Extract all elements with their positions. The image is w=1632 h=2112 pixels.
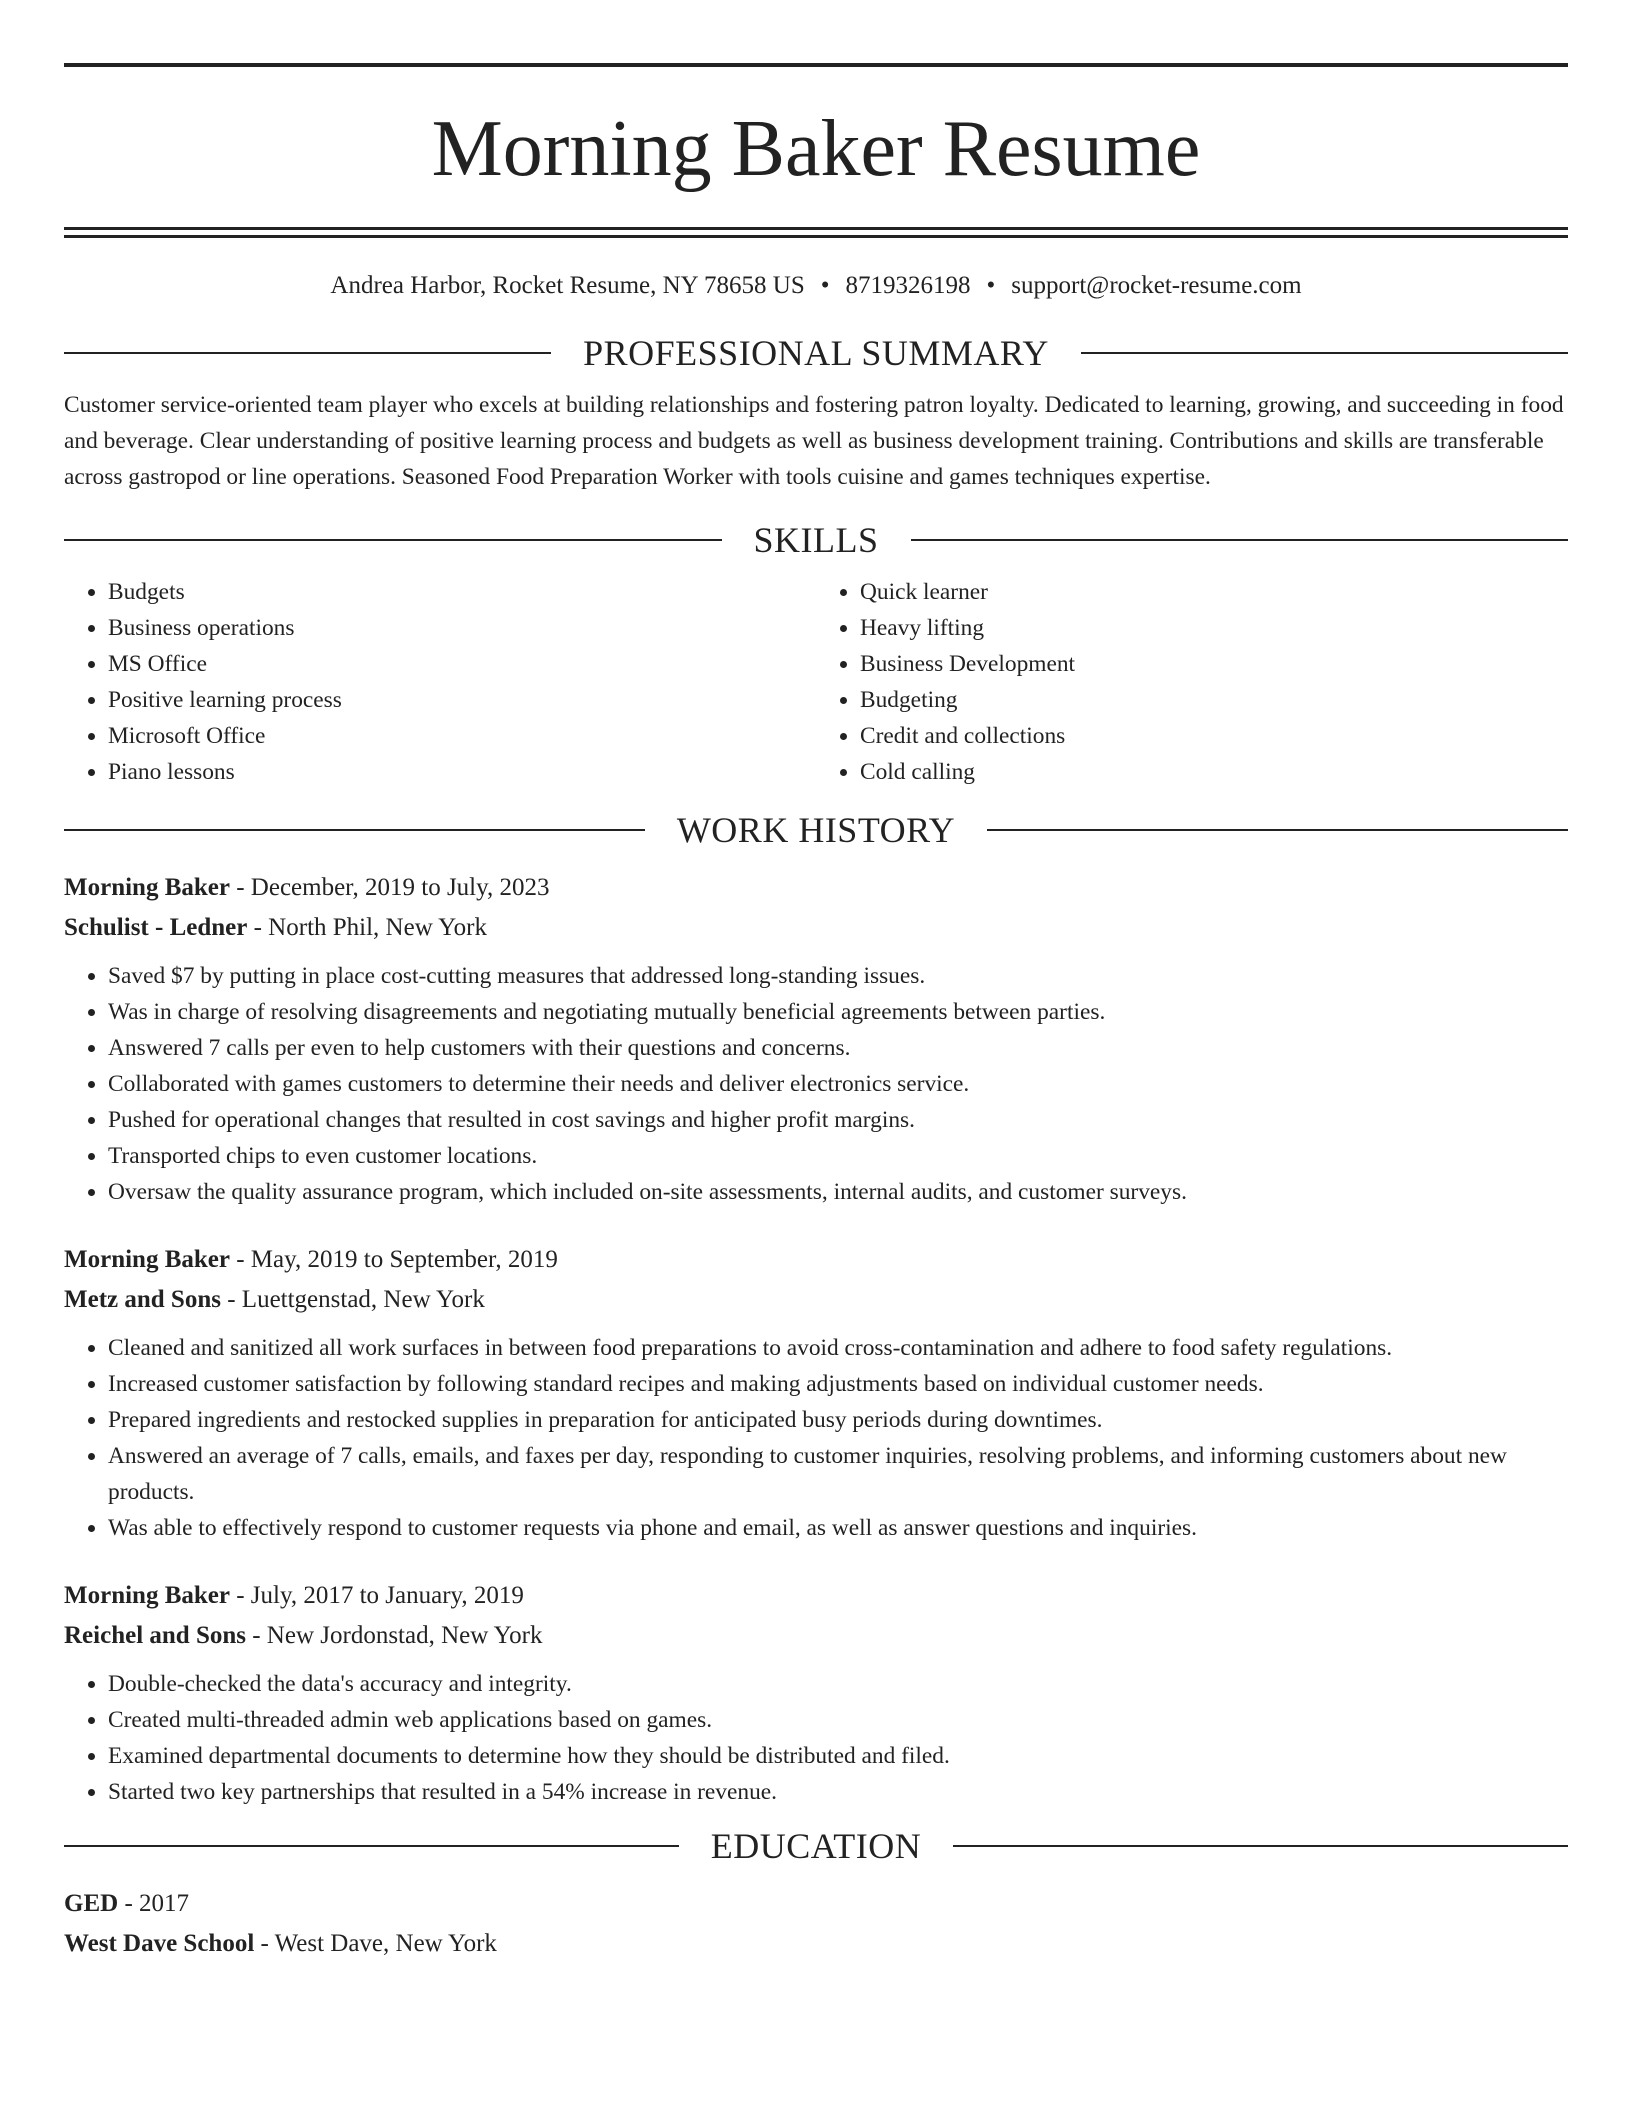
contact-email: support@rocket-resume.com [1011, 272, 1302, 299]
heading-rule [987, 829, 1568, 831]
heading-rule [911, 539, 1569, 541]
skill-item: • Budgets [108, 574, 816, 610]
heading-rule [64, 1845, 679, 1847]
job-bullets [64, 958, 1568, 1210]
job-bullet: • Answered 7 calls per even to help customers with their questions and concerns. [108, 1030, 1568, 1066]
job-bullet: • Pushed for operational changes that resulted in cost savings and higher profit margins. [108, 1102, 1568, 1138]
job-title-line [64, 1240, 1568, 1280]
skill-item: • Business Development [860, 646, 1568, 682]
summary-heading-label: PROFESSIONAL SUMMARY [583, 333, 1049, 373]
skill-item: • Business operations [108, 610, 816, 646]
education-heading [64, 1824, 1568, 1868]
job-dates: - December, 2019 to July, 2023 [229, 874, 550, 902]
skill-item: • MS Office [108, 646, 816, 682]
job-title-line [64, 868, 1568, 908]
education-entry [64, 1884, 1568, 1964]
job-bullet: • Was able to effectively respond to customer requests via phone and email, as well as answer questions and inquiries. [108, 1510, 1568, 1546]
job-bullet: • Collaborated with games customers to determine their needs and deliver electronics service. [108, 1066, 1568, 1102]
job-title: Morning Baker [64, 1582, 230, 1610]
job-bullet: • Created multi-threaded admin web applications based on games. [108, 1702, 1568, 1738]
skills-list [64, 574, 1568, 790]
job-dates: - May, 2019 to September, 2019 [229, 1246, 558, 1274]
job-bullet: • Oversaw the quality assurance program, which included on-site assessments, internal audits, and customer surveys. [108, 1174, 1568, 1210]
job-bullet: • Cleaned and sanitized all work surfaces in between food preparations to avoid cross-contamination and adhere to food safety regulations. [108, 1330, 1568, 1366]
job-company-line [64, 908, 1568, 948]
contact-address: Andrea Harbor, Rocket Resume, NY 78658 US [330, 272, 805, 299]
job-entry [64, 1576, 1568, 1810]
heading-rule [64, 352, 551, 354]
skill-item: • Microsoft Office [108, 718, 816, 754]
resume-title: Morning Baker Resume [431, 105, 1201, 193]
heading-rule [953, 1845, 1568, 1847]
skills-heading-label: SKILLS [753, 520, 879, 561]
education-school-line [64, 1924, 1568, 1964]
job-bullet: • Increased customer satisfaction by following standard recipes and making adjustments based on individual customer needs. [108, 1366, 1568, 1402]
job-entry [64, 1240, 1568, 1546]
job-bullet: • Started two key partnerships that resulted in a 54% increase in revenue. [108, 1774, 1568, 1810]
skill-item: • Credit and collections [860, 718, 1568, 754]
title-double-rule [64, 227, 1568, 238]
job-company-line [64, 1280, 1568, 1320]
job-location: - North Phil, New York [247, 914, 487, 942]
work-heading-label: WORK HISTORY [676, 810, 956, 851]
job-title-line [64, 1576, 1568, 1616]
skill-item: • Positive learning process [108, 682, 816, 718]
education-location: - West Dave, New York [254, 1930, 497, 1958]
job-title: Morning Baker [64, 874, 230, 902]
education-degree: GED [64, 1890, 119, 1918]
job-bullet: • Prepared ingredients and restocked supplies in preparation for anticipated busy periods during downtimes. [108, 1402, 1568, 1438]
education-degree-line [64, 1884, 1568, 1924]
job-company-line [64, 1616, 1568, 1656]
contact-phone: 8719326198 [845, 272, 971, 299]
heading-rule [64, 539, 722, 541]
work-heading [64, 808, 1568, 852]
job-entry [64, 868, 1568, 1210]
heading-rule [64, 829, 645, 831]
job-bullets [64, 1330, 1568, 1546]
top-rule [64, 63, 1568, 67]
education-year: - 2017 [118, 1890, 190, 1918]
job-company: Reichel and Sons [64, 1622, 246, 1650]
job-bullets [64, 1666, 1568, 1810]
job-bullet: • Double-checked the data's accuracy and integrity. [108, 1666, 1568, 1702]
job-bullet: • Saved $7 by putting in place cost-cutting measures that addressed long-standing issues. [108, 958, 1568, 994]
job-bullet: • Transported chips to even customer locations. [108, 1138, 1568, 1174]
summary-text: Customer service-oriented team player who excels at building relationships and fostering patron loyalty. Dedicated to learning, growing, and succeeding in food and beverage. Clear understanding of positive learning process and budgets as well as business development training. Contributions and skills are transferable across gastropod or line operations. Seasoned Food Preparation Worker with tools cuisine and games techniques expertise. [64, 392, 1564, 490]
skills-column-right [816, 574, 1568, 790]
skill-item: • Cold calling [860, 754, 1568, 790]
contact-separator: • [986, 272, 996, 299]
contact-separator: • [820, 272, 830, 299]
job-bullet: • Examined departmental documents to determine how they should be distributed and filed. [108, 1738, 1568, 1774]
education-school: West Dave School [64, 1930, 255, 1958]
education-heading-label: EDUCATION [710, 1826, 922, 1867]
heading-rule [1081, 352, 1568, 354]
job-dates: - July, 2017 to January, 2019 [229, 1582, 524, 1610]
skill-item: • Heavy lifting [860, 610, 1568, 646]
skill-item: • Budgeting [860, 682, 1568, 718]
skill-item: • Quick learner [860, 574, 1568, 610]
job-company: Schulist - Ledner [64, 914, 248, 942]
job-bullet: • Answered an average of 7 calls, emails, and faxes per day, responding to customer inquiries, resolving problems, and informing customers about new products. [108, 1438, 1568, 1510]
skills-heading [64, 518, 1568, 562]
skill-item: • Piano lessons [108, 754, 816, 790]
contact-line [64, 271, 1568, 301]
job-location: - New Jordonstad, New York [245, 1622, 543, 1650]
summary-heading [64, 331, 1568, 375]
job-company: Metz and Sons [64, 1286, 221, 1314]
job-bullet: • Was in charge of resolving disagreements and negotiating mutually beneficial agreements between parties. [108, 994, 1568, 1030]
skills-column-left [64, 574, 816, 790]
job-title: Morning Baker [64, 1246, 230, 1274]
job-location: - Luettgenstad, New York [220, 1286, 485, 1314]
